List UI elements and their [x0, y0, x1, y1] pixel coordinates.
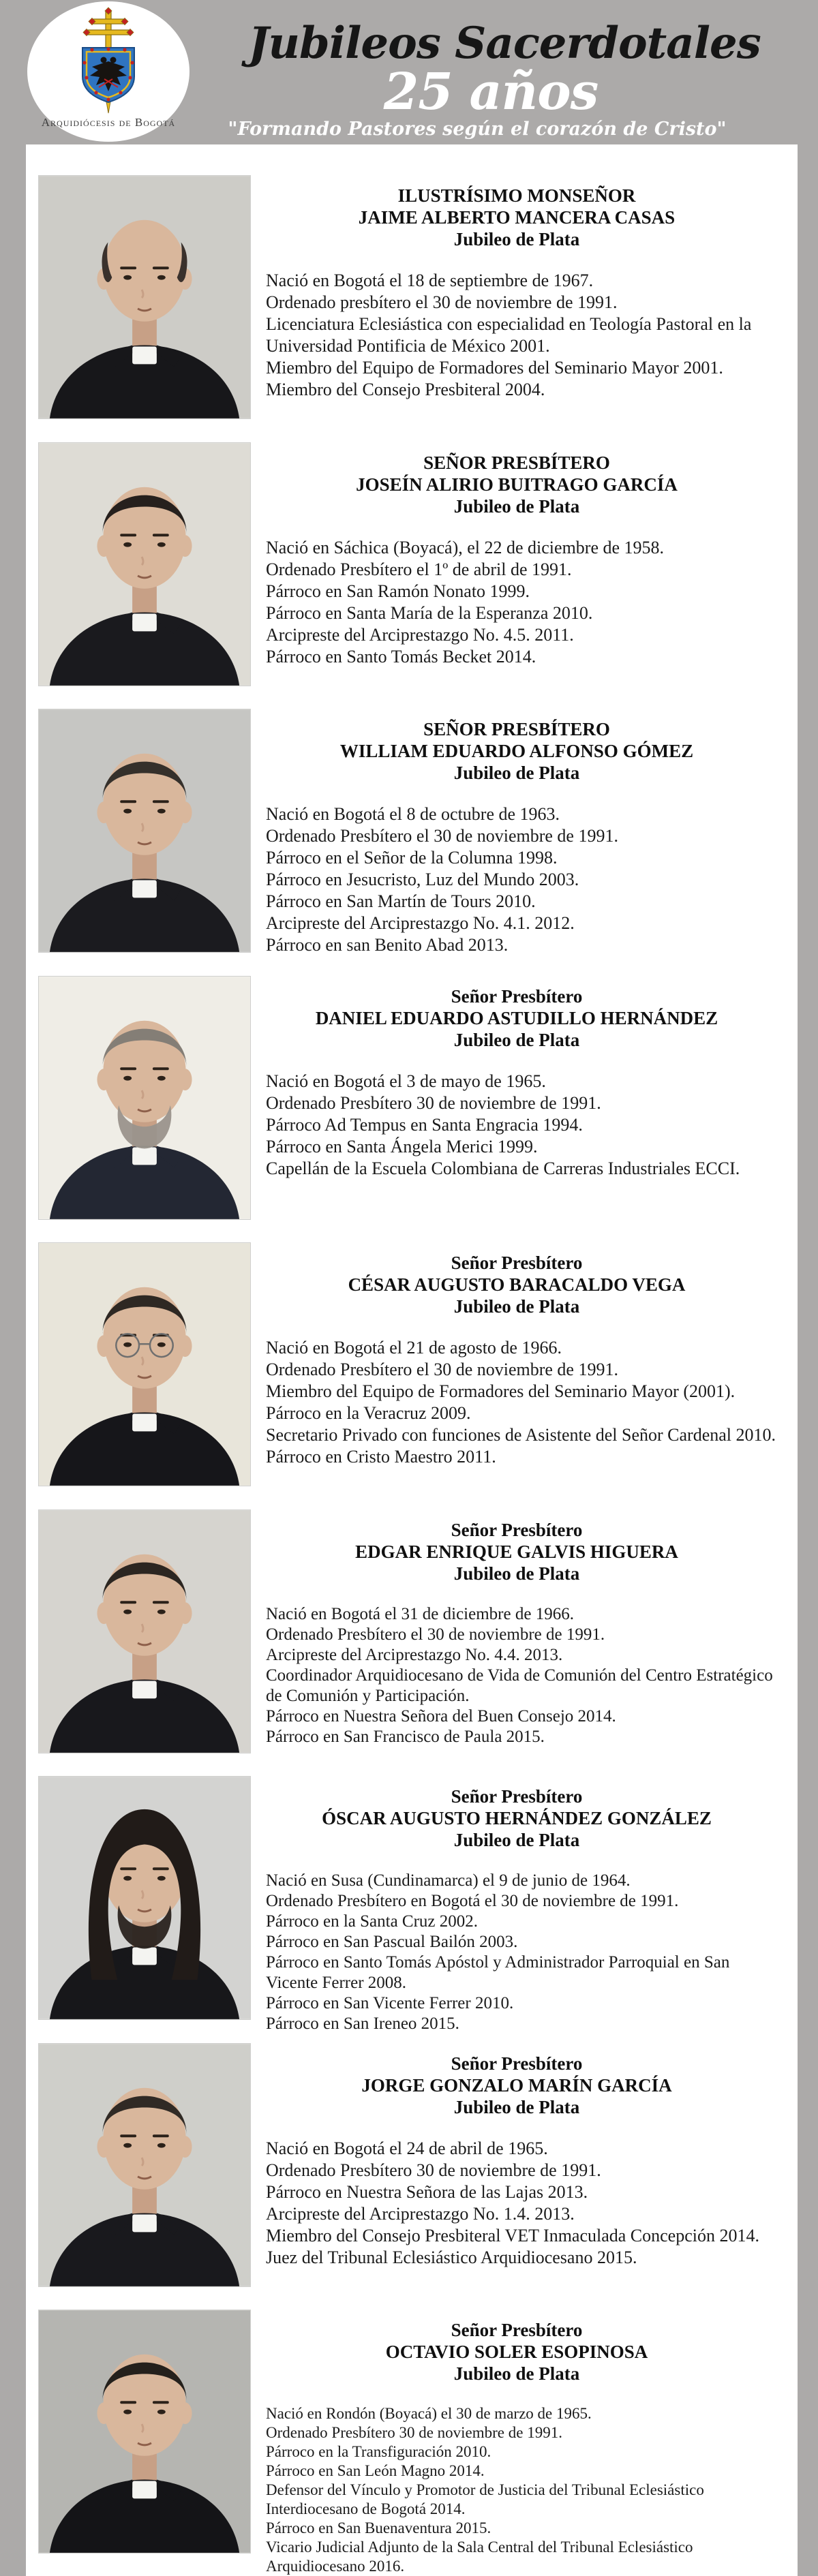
bio-line: Nació en Rondón (Boyacá) el 30 de marzo de 1965.: [266, 2405, 592, 2422]
bio-line: Párroco en San Buenaventura 2015.: [266, 2519, 491, 2536]
priest-header: [224, 185, 810, 250]
priest-header: [224, 1785, 810, 1851]
diocese-logo: [27, 1, 190, 142]
logo-caption: Arquidiócesis de Bogotá: [41, 116, 176, 129]
bio-line: Miembro del Equipo de Formadores del Seminario Mayor 2001.: [266, 358, 723, 378]
priest-title: ILUSTRÍSIMO MONSEÑOR: [397, 185, 636, 206]
priest-bio: [266, 803, 785, 956]
priest-section-9: [26, 2310, 798, 2576]
bio-line: Párroco Ad Tempus en Santa Engracia 1994.: [266, 1114, 583, 1135]
bio-line: Párroco en Santa Ángela Merici 1999.: [266, 1136, 538, 1156]
priest-header: [224, 1252, 810, 1317]
priest-title: SEÑOR PRESBÍTERO: [423, 719, 610, 739]
bio-line: Nació en Bogotá el 24 de abril de 1965.: [266, 2138, 548, 2158]
bio-line: Párroco en la Transfiguración 2010.: [266, 2443, 491, 2460]
priest-title: Señor Presbítero: [451, 1253, 583, 1273]
priest-photo: [38, 1242, 251, 1486]
bio-line: Capellán de la Escuela Colombiana de Carreras Industriales ECCI.: [266, 1158, 740, 1178]
priest-header: [224, 2053, 810, 2118]
priest-photo: [38, 976, 251, 1220]
priest-jubilee: Jubileo de Plata: [453, 229, 580, 249]
bio-line: Nació en Susa (Cundinamarca) el 9 de junio de 1964.: [266, 1871, 631, 1890]
page-subtitle: 25 años: [383, 63, 599, 121]
priest-jubilee: Jubileo de Plata: [453, 495, 580, 517]
priest-title: Señor Presbítero: [451, 1786, 583, 1807]
content-card: [26, 144, 798, 2576]
priest-bio: [266, 2404, 785, 2576]
priest-header: [224, 452, 810, 517]
priest-photo: [38, 709, 251, 953]
priest-header: [224, 2319, 810, 2385]
bio-line: Párroco en San Pascual Bailón 2003.: [266, 1933, 518, 1951]
bio-line: Defensor del Vínculo y Promotor de Justicia del Tribunal Eclesiástico Interdiocesano de Bogotá 2014.: [266, 2481, 704, 2517]
bio-line: Arcipreste del Arciprestazgo No. 4.4. 2013.: [266, 1645, 563, 1664]
page-title: Jubileos Sacerdotales: [248, 18, 761, 69]
priest-photo: [38, 442, 251, 686]
priest-name: JAIME ALBERTO MANCERA CASAS: [358, 207, 676, 228]
bio-line: Párroco en Santo Tomás Becket 2014.: [266, 646, 536, 666]
bio-line: Ordenado Presbítero 30 de noviembre de 1991.: [266, 2160, 601, 2180]
bio-line: Ordenado presbítero el 30 de noviembre de 1991.: [266, 292, 618, 312]
bio-line: Arcipreste del Arciprestazgo No. 4.5. 2011.: [266, 624, 574, 645]
priest-name: DANIEL EDUARDO ASTUDILLO HERNÁNDEZ: [315, 1007, 718, 1028]
priest-name: OCTAVIO SOLER ESOPINOSA: [385, 2342, 648, 2362]
priest-name: ÓSCAR AUGUSTO HERNÁNDEZ GONZÁLEZ: [322, 1808, 712, 1828]
bio-line: Párroco en San Ireneo 2015.: [266, 2014, 459, 2033]
priest-title: Señor Presbítero: [451, 1519, 583, 1540]
bio-line: Párroco en Nuestra Señora de las Lajas 2013.: [266, 2181, 588, 2202]
coat-of-arms-icon: [61, 7, 156, 116]
priest-name: WILLIAM EDUARDO ALFONSO GÓMEZ: [339, 741, 694, 761]
priest-name: EDGAR ENRIQUE GALVIS HIGUERA: [355, 1541, 678, 1562]
bio-line: Párroco en la Veracruz 2009.: [266, 1403, 471, 1423]
priest-bio: [266, 1871, 785, 2034]
priest-title: SEÑOR PRESBÍTERO: [423, 452, 610, 473]
priest-header: [224, 1519, 810, 1584]
priest-bio: [266, 1604, 785, 1747]
bio-line: Párroco en Santa María de la Esperanza 2010.: [266, 602, 593, 623]
priest-bio: [266, 270, 785, 401]
bio-line: Párroco en Santo Tomás Apóstol y Administrador Parroquial en San Vicente Ferrer 2008.: [266, 1953, 730, 1992]
bio-line: Miembro del Equipo de Formadores del Seminario Mayor (2001).: [266, 1381, 736, 1401]
header-banner: [0, 0, 818, 144]
priest-section-3: [26, 709, 798, 975]
bio-line: Nació en Bogotá el 3 de mayo de 1965.: [266, 1071, 546, 1091]
priest-photo: [38, 175, 251, 419]
priest-name: JOSEÍN ALIRIO BUITRAGO GARCÍA: [356, 474, 678, 495]
bio-line: Miembro del Consejo Presbiteral VET Inmaculada Concepción 2014.: [266, 2225, 759, 2245]
priest-bio: [266, 537, 785, 668]
bio-line: Párroco en San Ramón Nonato 1999.: [266, 581, 530, 601]
priest-photo: [38, 1509, 251, 1753]
priest-title: Señor Presbítero: [451, 985, 583, 1007]
bio-line: Ordenado Presbítero el 30 de noviembre de 1991.: [266, 1625, 605, 1644]
priest-jubilee: Jubileo de Plata: [453, 1029, 580, 1050]
priest-photo: [38, 2310, 251, 2554]
priest-section-4: [26, 976, 798, 1242]
priest-jubilee: Jubileo de Plata: [453, 1830, 580, 1850]
bio-line: Arcipreste del Arciprestazgo No. 4.1. 2012.: [266, 913, 575, 933]
bio-line: Párroco en Jesucristo, Luz del Mundo 2003.: [266, 870, 579, 889]
priest-bio: [266, 2138, 785, 2269]
priest-photo: [38, 1776, 251, 2020]
bio-line: Vicario Judicial Adjunto de la Sala Central del Tribunal Eclesiástico Arquidiocesano 2016.: [266, 2539, 693, 2575]
priest-jubilee: Jubileo de Plata: [453, 1296, 580, 1317]
bio-line: Párroco en San Vicente Ferrer 2010.: [266, 1994, 514, 2012]
priest-section-7: [26, 1776, 798, 2042]
bio-line: Nació en Bogotá el 8 de octubre de 1963.: [266, 804, 560, 824]
priest-photo: [38, 2043, 251, 2287]
priest-title: Señor Presbítero: [451, 2053, 583, 2074]
bio-line: Nació en Bogotá el 21 de agosto de 1966.: [266, 1338, 562, 1358]
priest-jubilee: Jubileo de Plata: [453, 1563, 580, 1584]
bio-line: Juez del Tribunal Eclesiástico Arquidiocesano 2015.: [266, 2247, 637, 2267]
bio-line: Nació en Sáchica (Boyacá), el 22 de diciembre de 1958.: [266, 537, 665, 557]
priest-header: [224, 718, 810, 784]
bio-line: Párroco en San Martín de Tours 2010.: [266, 891, 536, 911]
bio-line: Miembro del Consejo Presbiteral 2004.: [266, 380, 545, 399]
motto-quote: "Formando Pastores según el corazón de Cristo": [228, 119, 727, 140]
bio-line: Coordinador Arquidiocesano de Vida de Comunión del Centro Estratégico de Comunión y Participación.: [266, 1666, 773, 1705]
bio-line: Párroco en el Señor de la Columna 1998.: [266, 848, 558, 868]
bio-line: Párroco en Cristo Maestro 2011.: [266, 1447, 496, 1467]
priest-jubilee: Jubileo de Plata: [453, 763, 580, 783]
priest-jubilee: Jubileo de Plata: [453, 2096, 580, 2117]
priest-section-1: [26, 175, 798, 442]
priest-bio: [266, 1337, 785, 1468]
bio-line: Párroco en la Santa Cruz 2002.: [266, 1912, 479, 1931]
bio-line: Ordenado Presbítero el 30 de noviembre de 1991.: [266, 826, 618, 846]
bio-line: Licenciatura Eclesiástica con especialidad en Teología Pastoral en la Universidad Pontificia de México 2001.: [266, 314, 752, 356]
priest-bio: [266, 1071, 785, 1180]
bio-line: Párroco en Nuestra Señora del Buen Consejo 2014.: [266, 1706, 616, 1726]
bio-line: Ordenado Presbítero 30 de noviembre de 1991.: [266, 2424, 562, 2441]
priest-title: Señor Presbítero: [451, 2320, 583, 2340]
bio-line: Secretario Privado con funciones de Asistente del Señor Cardenal 2010.: [266, 1425, 776, 1445]
bio-line: Ordenado Presbítero 30 de noviembre de 1991.: [266, 1092, 601, 1113]
priest-section-2: [26, 442, 798, 709]
priest-header: [224, 985, 810, 1051]
bio-line: Arcipreste del Arciprestazgo No. 1.4. 2013.: [266, 2203, 575, 2224]
priest-name: CÉSAR AUGUSTO BARACALDO VEGA: [348, 1274, 686, 1295]
bio-line: Ordenado Presbítero el 30 de noviembre de 1991.: [266, 1360, 618, 1379]
priest-section-6: [26, 1509, 798, 1776]
bio-line: Nació en Bogotá el 31 de diciembre de 1966.: [266, 1604, 574, 1623]
priest-section-5: [26, 1242, 798, 1509]
bio-line: Párroco en San León Magno 2014.: [266, 2462, 485, 2479]
bio-line: Párroco en san Benito Abad 2013.: [266, 935, 509, 955]
priest-name: JORGE GONZALO MARÍN GARCÍA: [361, 2074, 672, 2096]
bio-line: Nació en Bogotá el 18 de septiembre de 1967.: [266, 271, 594, 290]
bio-line: Ordenado Presbítero en Bogotá el 30 de noviembre de 1991.: [266, 1892, 679, 1910]
bio-line: Ordenado Presbítero el 1º de abril de 1991.: [266, 559, 572, 579]
priest-section-8: [26, 2043, 798, 2310]
priest-jubilee: Jubileo de Plata: [453, 2363, 580, 2384]
bio-line: Párroco en San Francisco de Paula 2015.: [266, 1727, 545, 1746]
